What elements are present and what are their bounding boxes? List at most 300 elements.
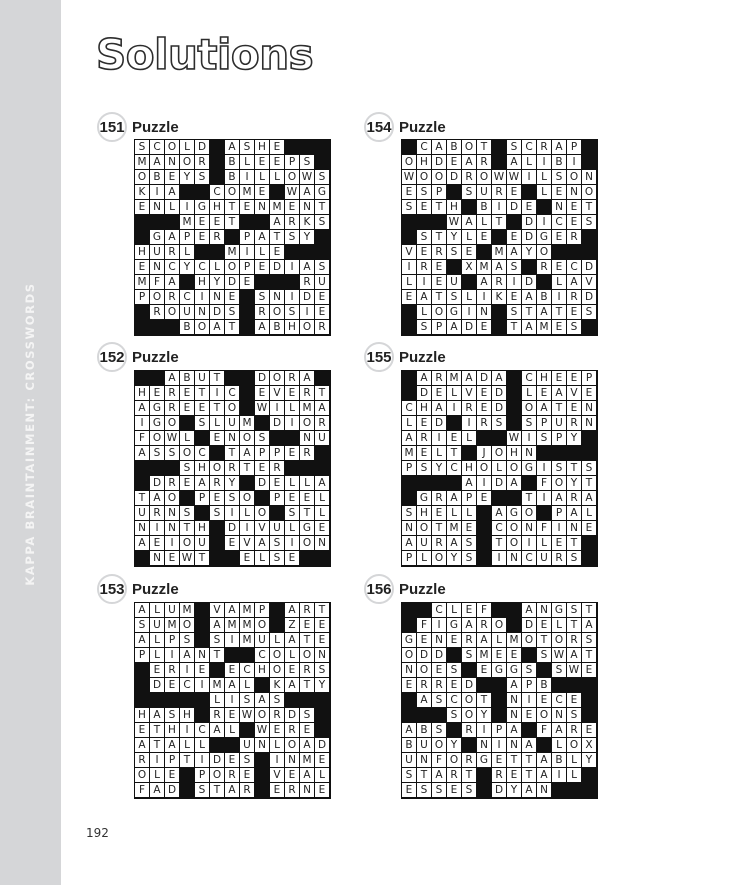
letter-cell: A (315, 476, 330, 491)
black-square (150, 461, 165, 476)
black-square (315, 461, 330, 476)
letter-cell: L (180, 738, 195, 753)
letter-cell: A (255, 230, 270, 245)
letter-cell: L (552, 275, 567, 290)
black-square (135, 551, 150, 566)
letter-cell: R (165, 290, 180, 305)
letter-cell: A (522, 783, 537, 798)
letter-cell: R (165, 401, 180, 416)
letter-cell: X (582, 738, 597, 753)
letter-cell: O (552, 633, 567, 648)
puzzle-header (364, 342, 446, 372)
black-square (255, 275, 270, 290)
letter-cell: M (240, 603, 255, 618)
letter-cell: E (477, 491, 492, 506)
letter-cell: J (477, 446, 492, 461)
letter-cell: R (270, 461, 285, 476)
letter-cell: A (150, 708, 165, 723)
black-square (300, 693, 315, 708)
letter-cell: L (447, 603, 462, 618)
sidebar-band (0, 0, 61, 885)
black-square (537, 738, 552, 753)
letter-cell: E (285, 491, 300, 506)
letter-cell: E (240, 275, 255, 290)
letter-cell: R (210, 476, 225, 491)
letter-cell: T (507, 320, 522, 335)
letter-cell: A (285, 678, 300, 693)
black-square (270, 431, 285, 446)
letter-cell: W (492, 170, 507, 185)
letter-cell: V (255, 521, 270, 536)
black-square (402, 320, 417, 335)
letter-cell: O (165, 416, 180, 431)
letter-cell: S (417, 783, 432, 798)
letter-cell: T (582, 648, 597, 663)
black-square (477, 506, 492, 521)
letter-cell: T (180, 753, 195, 768)
letter-cell: E (447, 783, 462, 798)
letter-cell: P (165, 753, 180, 768)
letter-cell: S (300, 155, 315, 170)
letter-cell: R (285, 215, 300, 230)
letter-cell: R (477, 618, 492, 633)
letter-cell: A (447, 320, 462, 335)
puzzle-label: Puzzle (132, 580, 179, 598)
letter-cell: T (477, 140, 492, 155)
letter-cell: D (582, 290, 597, 305)
letter-cell: D (432, 416, 447, 431)
letter-cell: U (417, 536, 432, 551)
letter-cell: N (150, 260, 165, 275)
letter-cell: A (507, 723, 522, 738)
letter-cell: E (240, 551, 255, 566)
black-square (285, 431, 300, 446)
black-square (315, 446, 330, 461)
letter-cell: O (537, 245, 552, 260)
letter-cell: U (447, 275, 462, 290)
letter-cell: S (135, 140, 150, 155)
black-square (462, 663, 477, 678)
letter-cell: A (462, 618, 477, 633)
black-square (225, 551, 240, 566)
black-square (255, 783, 270, 798)
black-square (135, 461, 150, 476)
letter-cell: R (492, 275, 507, 290)
letter-cell: E (225, 663, 240, 678)
black-square (315, 723, 330, 738)
letter-cell: R (285, 723, 300, 738)
letter-cell: A (537, 768, 552, 783)
letter-cell: I (477, 723, 492, 738)
puzzle-number-badge: 154 (364, 112, 394, 142)
letter-cell: S (582, 461, 597, 476)
letter-cell: S (285, 305, 300, 320)
letter-cell: L (315, 506, 330, 521)
letter-cell: D (210, 753, 225, 768)
letter-cell: S (165, 708, 180, 723)
letter-cell: A (432, 768, 447, 783)
black-square (225, 230, 240, 245)
letter-cell: G (150, 416, 165, 431)
black-square (210, 140, 225, 155)
black-square (270, 185, 285, 200)
letter-cell: A (210, 723, 225, 738)
black-square (582, 155, 597, 170)
letter-cell: N (300, 783, 315, 798)
letter-cell: I (522, 536, 537, 551)
letter-cell: O (432, 551, 447, 566)
black-square (417, 708, 432, 723)
letter-cell: E (300, 723, 315, 738)
letter-cell: E (552, 371, 567, 386)
black-square (300, 551, 315, 566)
letter-cell: S (315, 215, 330, 230)
letter-cell: R (417, 431, 432, 446)
letter-cell: E (195, 230, 210, 245)
black-square (582, 693, 597, 708)
black-square (315, 693, 330, 708)
letter-cell: E (552, 260, 567, 275)
black-square (285, 693, 300, 708)
letter-cell: B (417, 723, 432, 738)
letter-cell: O (210, 461, 225, 476)
puzzle-label: Puzzle (399, 580, 446, 598)
letter-cell: G (507, 506, 522, 521)
letter-cell: S (567, 708, 582, 723)
black-square (537, 663, 552, 678)
black-square (240, 305, 255, 320)
letter-cell: E (447, 155, 462, 170)
letter-cell: U (477, 185, 492, 200)
letter-cell: U (180, 305, 195, 320)
letter-cell: D (492, 476, 507, 491)
letter-cell: A (447, 536, 462, 551)
letter-cell: A (402, 536, 417, 551)
letter-cell: F (537, 476, 552, 491)
puzzle-number-badge: 153 (97, 574, 127, 604)
black-square (240, 476, 255, 491)
letter-cell: R (300, 275, 315, 290)
letter-cell: V (567, 386, 582, 401)
letter-cell: R (150, 305, 165, 320)
letter-cell: O (300, 416, 315, 431)
letter-cell: U (315, 275, 330, 290)
letter-cell: L (552, 618, 567, 633)
letter-cell: D (270, 260, 285, 275)
letter-cell: O (507, 521, 522, 536)
letter-cell: A (225, 603, 240, 618)
letter-cell: L (285, 521, 300, 536)
letter-cell: N (507, 693, 522, 708)
letter-cell: O (492, 618, 507, 633)
letter-cell: N (195, 305, 210, 320)
letter-cell: S (210, 633, 225, 648)
letter-cell: I (180, 200, 195, 215)
letter-cell: B (447, 140, 462, 155)
letter-cell: L (522, 155, 537, 170)
black-square (240, 648, 255, 663)
puzzle-header (97, 574, 179, 604)
letter-cell: P (270, 446, 285, 461)
black-square (285, 140, 300, 155)
letter-cell: A (135, 446, 150, 461)
letter-cell: A (300, 371, 315, 386)
letter-cell: U (417, 738, 432, 753)
letter-cell: M (225, 245, 240, 260)
letter-cell: L (567, 753, 582, 768)
letter-cell: T (492, 215, 507, 230)
letter-cell: G (537, 230, 552, 245)
letter-cell: B (225, 155, 240, 170)
black-square (507, 386, 522, 401)
letter-cell: W (180, 551, 195, 566)
letter-cell: E (270, 723, 285, 738)
letter-cell: A (507, 155, 522, 170)
letter-cell: T (135, 491, 150, 506)
letter-cell: T (432, 290, 447, 305)
letter-cell: A (210, 320, 225, 335)
letter-cell: F (135, 783, 150, 798)
letter-cell: A (150, 491, 165, 506)
letter-cell: E (195, 401, 210, 416)
letter-cell: Y (432, 461, 447, 476)
letter-cell: E (135, 723, 150, 738)
letter-cell: D (150, 678, 165, 693)
letter-cell: E (582, 386, 597, 401)
letter-cell: H (210, 200, 225, 215)
letter-cell: T (447, 446, 462, 461)
letter-cell: S (492, 416, 507, 431)
letter-cell: E (402, 290, 417, 305)
letter-cell: D (150, 476, 165, 491)
black-square (492, 155, 507, 170)
letter-cell: V (270, 768, 285, 783)
letter-cell: M (240, 618, 255, 633)
black-square (315, 551, 330, 566)
black-square (402, 215, 417, 230)
letter-cell: G (552, 603, 567, 618)
black-square (255, 215, 270, 230)
black-square (195, 708, 210, 723)
letter-cell: T (522, 753, 537, 768)
black-square (582, 245, 597, 260)
letter-cell: T (522, 491, 537, 506)
black-square (582, 536, 597, 551)
letter-cell: O (300, 536, 315, 551)
letter-cell: I (447, 401, 462, 416)
letter-cell: S (447, 708, 462, 723)
letter-cell: E (165, 551, 180, 566)
letter-cell: E (477, 663, 492, 678)
letter-cell: S (195, 170, 210, 185)
letter-cell: A (150, 783, 165, 798)
black-square (582, 230, 597, 245)
black-square (552, 783, 567, 798)
black-square (477, 521, 492, 536)
letter-cell: T (225, 200, 240, 215)
letter-cell: A (300, 768, 315, 783)
letter-cell: A (447, 491, 462, 506)
letter-cell: L (537, 170, 552, 185)
letter-cell: I (150, 185, 165, 200)
letter-cell: F (417, 618, 432, 633)
letter-cell: S (315, 663, 330, 678)
letter-cell: U (270, 521, 285, 536)
letter-cell: T (210, 401, 225, 416)
page-title: Solutions (96, 30, 314, 79)
letter-cell: X (462, 260, 477, 275)
black-square (582, 708, 597, 723)
letter-cell: D (582, 260, 597, 275)
letter-cell: S (552, 461, 567, 476)
letter-cell: M (180, 603, 195, 618)
letter-cell: E (270, 155, 285, 170)
letter-cell: P (255, 446, 270, 461)
black-square (195, 506, 210, 521)
letter-cell: T (315, 200, 330, 215)
letter-cell: E (492, 648, 507, 663)
letter-cell: O (567, 738, 582, 753)
letter-cell: O (552, 476, 567, 491)
letter-cell: Y (447, 230, 462, 245)
black-square (507, 401, 522, 416)
letter-cell: O (225, 185, 240, 200)
letter-cell: A (582, 491, 597, 506)
letter-cell: E (315, 305, 330, 320)
letter-cell: S (462, 536, 477, 551)
letter-cell: M (300, 753, 315, 768)
letter-cell: Y (180, 170, 195, 185)
letter-cell: M (300, 401, 315, 416)
letter-cell: S (582, 305, 597, 320)
letter-cell: L (210, 260, 225, 275)
letter-cell: P (195, 491, 210, 506)
letter-cell: W (255, 401, 270, 416)
letter-cell: L (240, 506, 255, 521)
black-square (582, 140, 597, 155)
puzzle-label: Puzzle (132, 118, 179, 136)
letter-cell: E (402, 185, 417, 200)
letter-cell: P (492, 723, 507, 738)
letter-cell: E (492, 753, 507, 768)
black-square (195, 603, 210, 618)
letter-cell: Y (300, 230, 315, 245)
letter-cell: I (195, 678, 210, 693)
letter-cell: S (300, 708, 315, 723)
letter-cell: E (225, 753, 240, 768)
letter-cell: T (507, 753, 522, 768)
letter-cell: N (165, 155, 180, 170)
letter-cell: S (552, 663, 567, 678)
letter-cell: U (240, 738, 255, 753)
letter-cell: O (240, 491, 255, 506)
black-square (462, 738, 477, 753)
letter-cell: R (462, 633, 477, 648)
black-square (537, 506, 552, 521)
black-square (255, 768, 270, 783)
letter-cell: O (195, 320, 210, 335)
letter-cell: E (462, 603, 477, 618)
letter-cell: I (270, 401, 285, 416)
black-square (165, 215, 180, 230)
letter-cell: N (477, 738, 492, 753)
letter-cell: A (432, 401, 447, 416)
letter-cell: R (447, 768, 462, 783)
black-square (240, 320, 255, 335)
letter-cell: E (462, 521, 477, 536)
letter-cell: S (402, 200, 417, 215)
letter-cell: L (447, 506, 462, 521)
letter-cell: F (432, 753, 447, 768)
letter-cell: R (150, 506, 165, 521)
letter-cell: O (417, 521, 432, 536)
black-square (522, 723, 537, 738)
letter-cell: R (165, 386, 180, 401)
black-square (165, 320, 180, 335)
letter-cell: L (165, 200, 180, 215)
book-series-label: KAPPA BRAINTAINMENT: CROSSWORDS (23, 282, 37, 586)
black-square (315, 371, 330, 386)
letter-cell: L (255, 551, 270, 566)
letter-cell: A (210, 618, 225, 633)
letter-cell: A (462, 371, 477, 386)
letter-cell: U (195, 536, 210, 551)
black-square (255, 491, 270, 506)
letter-cell: H (255, 140, 270, 155)
letter-cell: R (210, 708, 225, 723)
letter-cell: L (537, 536, 552, 551)
letter-cell: R (567, 491, 582, 506)
letter-cell: R (432, 245, 447, 260)
letter-cell: E (315, 618, 330, 633)
letter-cell: E (477, 320, 492, 335)
letter-cell: S (507, 305, 522, 320)
black-square (492, 708, 507, 723)
letter-cell: L (180, 245, 195, 260)
letter-cell: E (255, 260, 270, 275)
black-square (507, 618, 522, 633)
letter-cell: G (402, 633, 417, 648)
letter-cell: H (180, 708, 195, 723)
letter-cell: K (270, 678, 285, 693)
letter-cell: B (537, 290, 552, 305)
letter-cell: M (447, 521, 462, 536)
black-square (210, 551, 225, 566)
letter-cell: C (552, 693, 567, 708)
letter-cell: N (135, 521, 150, 536)
crossword-grid-154 (401, 139, 598, 336)
letter-cell: A (135, 738, 150, 753)
black-square (552, 678, 567, 693)
letter-cell: D (492, 783, 507, 798)
black-square (210, 663, 225, 678)
letter-cell: A (567, 648, 582, 663)
letter-cell: L (150, 603, 165, 618)
letter-cell: C (567, 260, 582, 275)
letter-cell: I (225, 633, 240, 648)
crossword-grid-151 (134, 139, 331, 336)
black-square (270, 603, 285, 618)
letter-cell: O (522, 633, 537, 648)
letter-cell: N (285, 753, 300, 768)
letter-cell: A (492, 506, 507, 521)
black-square (477, 768, 492, 783)
letter-cell: A (522, 738, 537, 753)
letter-cell: E (432, 506, 447, 521)
letter-cell: I (492, 551, 507, 566)
letter-cell: G (507, 663, 522, 678)
crossword-grid-155 (401, 370, 598, 567)
